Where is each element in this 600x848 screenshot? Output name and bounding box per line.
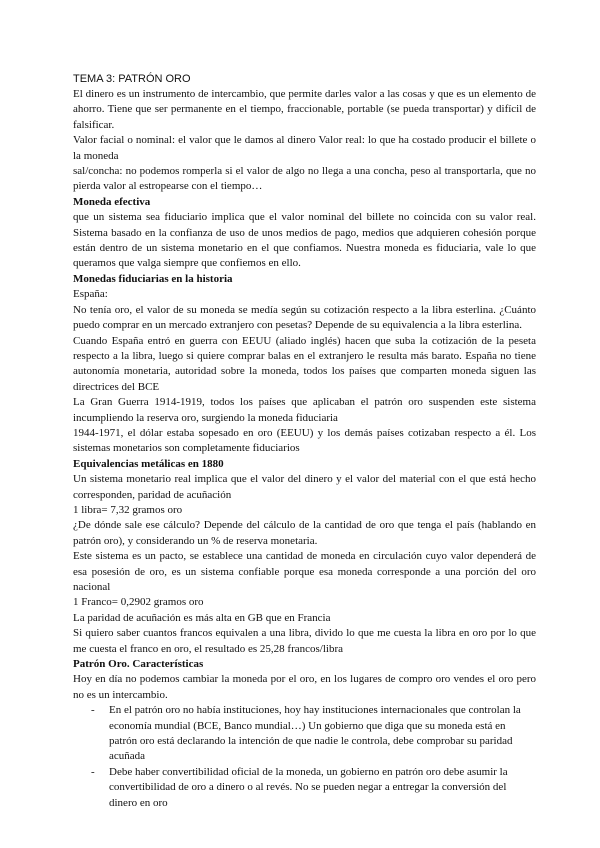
paragraph-calculation: ¿De dónde sale ese cálculo? Depende del cálculo de la cantidad de oro que tenga el país (hablando en patrón oro), y considerando un % de reserva monetaria.: [73, 519, 536, 547]
list-item-text: Debe haber convertibilidad oficial de la moneda, un gobierno en patrón oro debe asumir la convertibilidad de oro a dinero o al revés. No se pueden negar a entregar la conversión del dinero en oro: [109, 765, 508, 809]
list-item: [73, 703, 536, 765]
paragraph-today: Hoy en día no podemos cambiar la moneda por el oro, en los lugares de compro oro vendes el oro pero no es un intercambio.: [73, 673, 536, 701]
paragraph-pact: Este sistema es un pacto, se establece una cantidad de moneda en circulación cuyo valor dependerá de esa posesión de oro, es un sistema confiable porque esa moneda corresponde a una porción del oro nacional: [73, 550, 536, 593]
paragraph-face-value: Valor facial o nominal: el valor que le damos al dinero Valor real: lo que ha costado producir el billete o la moneda: [73, 134, 536, 162]
bullet-list: [73, 703, 536, 811]
paragraph-franc-gold: 1 Franco= 0,2902 gramos oro: [73, 596, 204, 609]
paragraph-money-definition: El dinero es un instrumento de intercambio, que permite darles valor a las cosas y que es un elemento de ahorro. Tiene que ser permanente en el tiempo, fraccionable, portable (se pueda transportar) y difícil de falsificar.: [73, 88, 536, 131]
paragraph-dollar-gold: 1944-1971, el dólar estaba sopesado en oro (EEUU) y los demás países cotizaban respecto a él. Los sistemas monetarios son completamente fiduciarios: [73, 426, 536, 455]
bullet-dash: -: [91, 765, 95, 778]
paragraph-spain-label: España:: [73, 288, 108, 301]
paragraph-great-war: La Gran Guerra 1914-1919, todos los países que aplicaban el patrón oro suspenden este sistema incumpliendo la reserva oro, surgiendo la moneda fiduciaria: [73, 396, 536, 424]
heading-moneda-efectiva: Moneda efectiva: [73, 195, 151, 208]
paragraph-spain-gold: No tenía oro, el valor de su moneda se medía según su cotización respecto a la libra esterlina. ¿Cuánto puedo comprar en un mercado extranjero con pesetas? Depende de su equivalencia a la libra esterlina.: [73, 303, 536, 332]
bullet-dash: -: [91, 704, 95, 717]
list-item: [73, 765, 536, 811]
paragraph-pound-gold: 1 libra= 7,32 gramos oro: [73, 503, 183, 516]
heading-fiduciary-history: Monedas fiduciarias en la historia: [73, 272, 233, 285]
paragraph-fiduciary-system: que un sistema sea fiduciario implica que el valor nominal del billete no coincida con su valor real. Sistema basado en la confianza de uso de unos medios de pago, medios que adquieren cohesión porque están dentro de un sistema monetario en el que confiamos. Nuestra moneda es fiduciaria, vale lo que queramos que valga siempre que confiemos en ello.: [73, 211, 536, 270]
paragraph-real-system: Un sistema monetario real implica que el valor del dinero y el valor del material con el que está hecho corresponden, paridad de acuñación: [73, 473, 536, 501]
page-title: TEMA 3: PATRÓN ORO: [73, 73, 191, 85]
paragraph-spain-war: Cuando España entró en guerra con EEUU (aliado inglés) hacen que suba la cotización de la peseta respecto a la libra, luego si quiere comprar balas en el extranjero le resulta más barato. España no tiene autonomía monetaria, autoridad sobre la moneda, todos los países que comparten moneda siguen las directrices del BCE: [73, 334, 536, 393]
paragraph-francs-per-pound: Si quiero saber cuantos francos equivalen a una libra, divido lo que me cuesta la libra en oro por lo que me cuesta el franco en oro, el resultado es 25,28 francos/libra: [73, 627, 536, 655]
paragraph-parity-comparison: La paridad de acuñación es más alta en GB que en Francia: [73, 611, 331, 624]
heading-gold-standard-features: Patrón Oro. Características: [73, 658, 204, 671]
list-item-text: En el patrón oro no había instituciones, hoy hay instituciones internacionales que controlan la economía mundial (BCE, Banco mundial…) Un gobierno que diga que su moneda está en patrón oro está declarando la intención de que nadie le controla, debe comprobar su paridad acuñada: [109, 704, 521, 763]
heading-metal-equivalences: Equivalencias metálicas en 1880: [73, 457, 224, 470]
paragraph-salt-shell: sal/concha: no podemos romperla si el valor de algo no llega a una concha, peso al transportarla, que no pierda valor al estropearse con el tiempo…: [73, 165, 536, 193]
